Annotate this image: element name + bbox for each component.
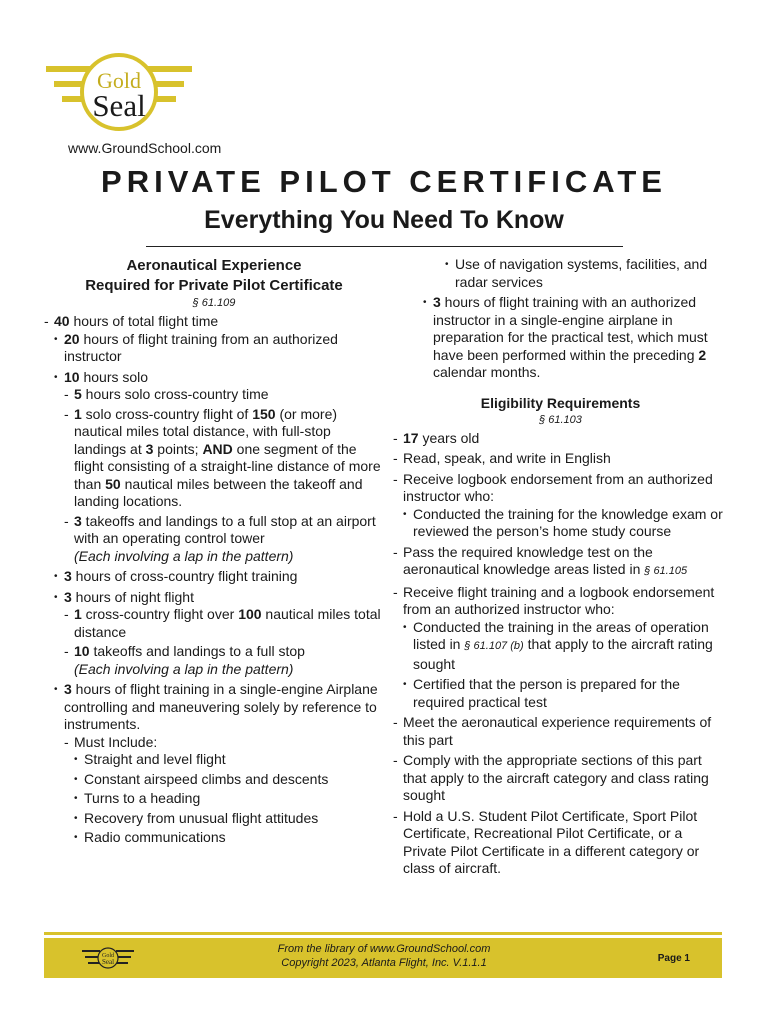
dot-bullet-icon: • xyxy=(74,832,78,843)
dash-bullet-icon: - xyxy=(393,752,398,768)
dash-bullet-icon: - xyxy=(64,405,69,422)
dash-bullet-icon: - xyxy=(393,807,398,824)
regulation-reference: § 61.107 (b) xyxy=(464,640,524,652)
list-item: - Comply with the appropriate sections of this part that apply to the aircraft category and class rating sought xyxy=(393,752,709,803)
dash-bullet-icon: - xyxy=(64,512,69,529)
dot-bullet-icon: • xyxy=(403,679,407,690)
dot-bullet-icon: • xyxy=(54,333,58,345)
dot-bullet-icon: • xyxy=(74,793,78,804)
svg-text:Seal: Seal xyxy=(101,958,115,966)
dot-bullet-icon: • xyxy=(445,259,449,270)
dash-bullet-icon: - xyxy=(64,386,69,402)
dot-bullet-icon: • xyxy=(74,773,78,785)
list-item: • Radio communications xyxy=(74,829,226,845)
list-item: - 40 hours of total flight time • 20 hours of flight training from an authorized instructor • 10 hours solo - 5 hours solo cross-country time - 1 solo cross-country flight of 150 (or more) nautical miles total distance, with full-stop landings at 3 points; AND one segment of the flight consisting of a straight-line distance of more than 50 nautical miles between the takeoff and landing locations. - 3 takeoffs and landings to a full stop at an airport with an operating control tower (Each involving a lap in the pattern) • 3 hours of cross-country flight training • 3 hours of night flight - 1 cross-country flight over 100 nautical miles total distance - 10 takeoffs and landings to a full stop (Each involving a lap in the pattern) • 3 hours of flight training in a single-engine Airplane controlling and maneuvering solely by reference to instruments. - Must Include: • Straight and level flight • Constant airspeed climbs and descents • Turns to a heading • Recovery from unusual flight attitudes • Radio communications xyxy=(44,313,384,847)
list-item: • 3 hours of flight training with an authorized instructor in a single-engine airplane in preparation for the practical test, which must have been performed within the preceding 2 calendar months. xyxy=(423,294,708,380)
dot-bullet-icon: • xyxy=(403,508,407,520)
list-item: • Constant airspeed climbs and descents xyxy=(74,770,329,787)
dot-bullet-icon: • xyxy=(74,812,78,824)
list-item: • 3 hours of cross-country flight training xyxy=(54,568,298,584)
list-item: • 3 hours of night flight - 1 cross-country flight over 100 nautical miles total distance - 10 takeoffs and landings to a full stop (Each involving a lap in the pattern) xyxy=(54,589,384,679)
dot-bullet-icon: • xyxy=(54,591,58,603)
footer-divider xyxy=(44,932,722,935)
right-column xyxy=(393,256,728,881)
list-item: - 10 takeoffs and landings to a full stop (Each involving a lap in the pattern) xyxy=(64,643,384,678)
list-item: • Straight and level flight xyxy=(74,751,226,767)
list-item: • Recovery from unusual flight attitudes xyxy=(74,809,319,826)
list-item: • 3 hours of flight training in a single-engine Airplane controlling and maneuvering solely by reference to instruments. - Must Include: • Straight and level flight • Constant airspeed climbs and descents • Turns to a heading • Recovery from unusual flight attitudes • Radio communications xyxy=(54,681,384,847)
dash-bullet-icon: - xyxy=(44,313,49,329)
dash-bullet-icon: - xyxy=(393,470,398,487)
svg-text:Gold: Gold xyxy=(102,953,114,959)
regulation-reference: § 61.109 xyxy=(192,297,236,309)
list-note: (Each involving a lap in the pattern) xyxy=(74,547,294,564)
section-heading: Eligibility Requirements xyxy=(480,394,641,411)
dash-bullet-icon: - xyxy=(393,450,398,466)
list-item: • Turns to a heading xyxy=(74,790,201,806)
experience-list-continued xyxy=(415,256,728,382)
gold-seal-logo-icon xyxy=(44,50,194,140)
list-item: - Must Include: • Straight and level flight • Constant airspeed climbs and descents • Turns to a heading • Recovery from unusual flight attitudes • Radio communications xyxy=(64,734,384,847)
page-number: Page 1 xyxy=(657,953,690,964)
page-footer xyxy=(44,938,722,978)
dash-bullet-icon: - xyxy=(393,543,398,560)
page-title: PRIVATE PILOT CERTIFICATE xyxy=(101,164,667,199)
dash-bullet-icon: - xyxy=(393,429,398,446)
list-item: - 5 hours solo cross-country time xyxy=(64,386,269,402)
section-heading: Aeronautical Experience xyxy=(126,257,302,274)
title-divider xyxy=(146,246,623,247)
dash-bullet-icon: - xyxy=(64,643,69,659)
list-item: - Pass the required knowledge test on the aeronautical knowledge areas listed in § 61.105 xyxy=(393,543,688,577)
eligibility-list xyxy=(393,430,728,878)
svg-text:Seal: Seal xyxy=(92,88,146,123)
list-note: (Each involving a lap in the pattern) xyxy=(74,660,294,677)
experience-list xyxy=(44,313,384,847)
dot-bullet-icon: • xyxy=(423,297,427,308)
list-item: - Hold a U.S. Student Pilot Certificate, Sport Pilot Certificate, Recreational Pilot Certificate, or a Private Pilot Certificate in a different category or class of aircraft. xyxy=(393,807,700,876)
list-item: • Conducted the training for the knowledge exam or reviewed the person’s home study course xyxy=(403,505,723,539)
list-item: • Certified that the person is prepared for the required practical test xyxy=(403,676,680,710)
list-item: - Receive flight training and a logbook endorsement from an authorized instructor who: • Conducted the training in the areas of operation listed in § 61.107 (b) that apply to the aircraft rating sought • Certified that the person is prepared for the required practical test xyxy=(393,584,728,712)
list-item: - Receive logbook endorsement from an authorized instructor who: • Conducted the training for the knowledge exam or reviewed the person’s home study course xyxy=(393,471,728,541)
list-item: - Meet the aeronautical experience requirements of this part xyxy=(393,714,712,748)
list-item: • 20 hours of flight training from an authorized instructor xyxy=(54,330,338,364)
dot-bullet-icon: • xyxy=(403,621,407,633)
dash-bullet-icon: - xyxy=(393,583,398,600)
dash-bullet-icon: - xyxy=(64,733,69,750)
dot-bullet-icon: • xyxy=(54,371,58,383)
regulation-reference: § 61.103 xyxy=(539,413,582,426)
list-item: - 1 solo cross-country flight of 150 (or more) nautical miles total distance, with full-stop landings at 3 points; AND one segment of the flight consisting of a straight-line distance of more than 50 nautical miles between the takeoff and landing locations. xyxy=(64,405,381,509)
regulation-reference: § 61.105 xyxy=(644,565,688,577)
list-item: - 17 years old xyxy=(393,429,480,446)
list-item: - 1 cross-country flight over 100 nautical miles total distance xyxy=(64,606,381,640)
dash-bullet-icon: - xyxy=(64,606,69,622)
left-column xyxy=(44,256,384,850)
dash-bullet-icon: - xyxy=(393,714,398,730)
list-item: • Conducted the training in the areas of operation listed in § 61.107 (b) that apply to the aircraft rating sought xyxy=(403,618,713,672)
dot-bullet-icon: • xyxy=(54,571,58,582)
page-subtitle: Everything You Need To Know xyxy=(204,206,564,234)
dot-bullet-icon: • xyxy=(74,754,78,765)
gold-seal-logo-icon xyxy=(80,945,136,971)
list-item: • 10 hours solo - 5 hours solo cross-country time - 1 solo cross-country flight of 150 (or more) nautical miles total distance, with full-stop landings at 3 points; AND one segment of the flight consisting of a straight-line distance of more than 50 nautical miles between the takeoff and landing locations. - 3 takeoffs and landings to a full stop at an airport with an operating control tower (Each involving a lap in the pattern) xyxy=(54,369,384,566)
website-url: www.GroundSchool.com xyxy=(68,140,222,156)
footer-copyright: From the library of www.GroundSchool.com Copyright 2023, Atlanta Flight, Inc. V.1.1.1 xyxy=(277,943,491,969)
dot-bullet-icon: • xyxy=(54,684,58,695)
list-item: - Read, speak, and write in English xyxy=(393,450,611,466)
list-item: • Use of navigation systems, facilities, and radar services xyxy=(445,256,708,290)
svg-text:Gold: Gold xyxy=(97,68,141,93)
section-heading: Required for Private Pilot Certificate xyxy=(85,277,343,294)
list-item: - 3 takeoffs and landings to a full stop at an airport with an operating control tower (Each involving a lap in the pattern) xyxy=(64,513,384,566)
